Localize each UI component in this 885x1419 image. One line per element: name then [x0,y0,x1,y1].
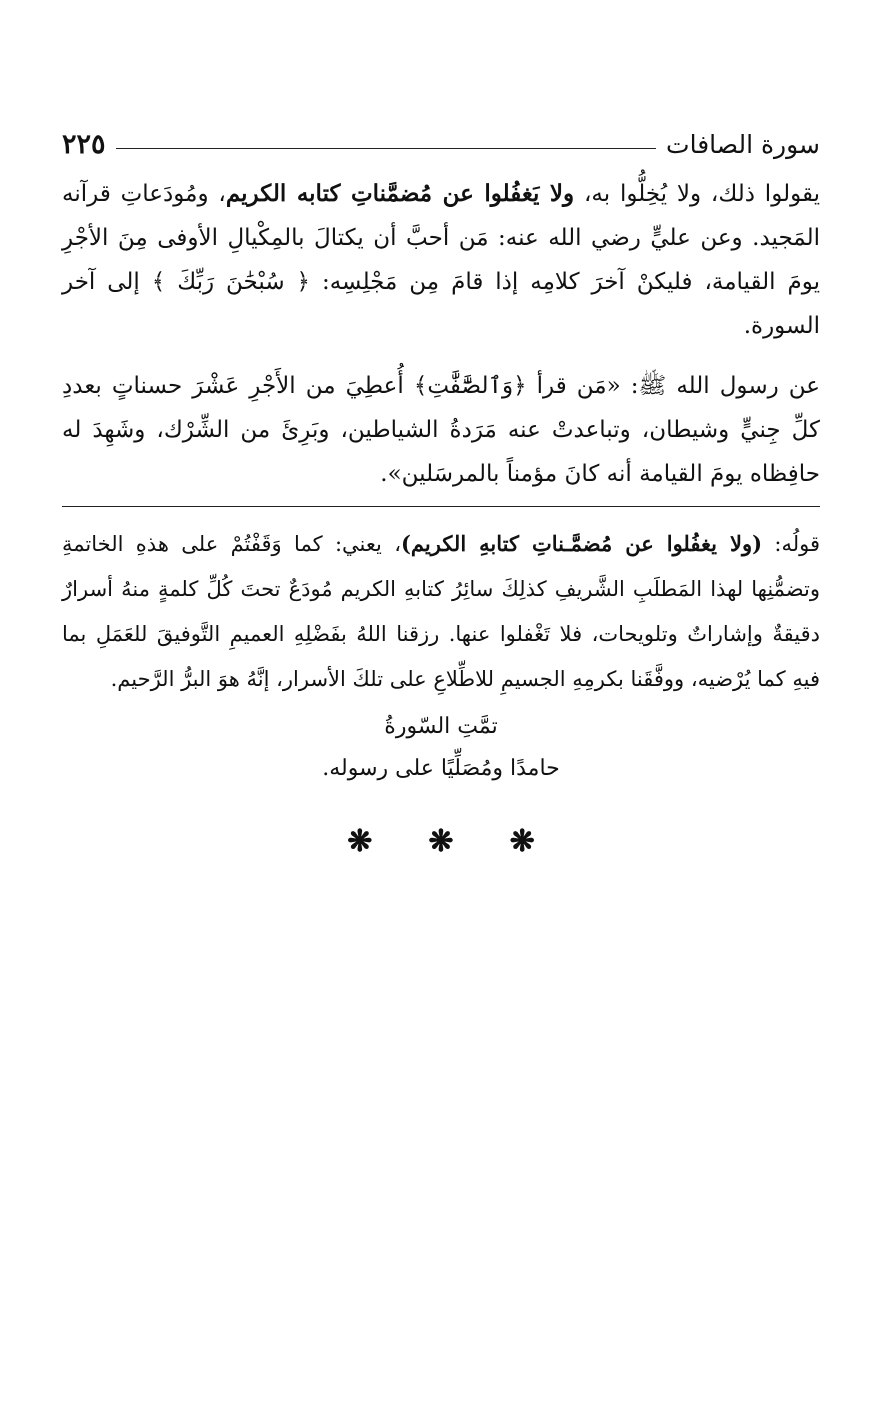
surah-title: سورة الصافات [666,129,820,159]
hadith-paragraph: عن رسول الله ﷺ: «مَن قرأ ﴿وَٱلصَّٰٓفَّٰتِ﴾ أُعطِيَ من الأَجْرِ عَشْرَ حسناتٍ بعددِ كلِّ جِنيٍّ وشيطان، وتباعدتْ عنه مَرَدةُ الشياطين، وبَرِئَ من الشِّرْك، وشَهِدَ له حافِظاه يومَ القيامة أنه كانَ مؤمناً بالمرسَلين». [62,373,820,487]
main-paragraph-1-part-3: ، ومُودَعاتِ قرآنه المَجيد. وعن عليٍّ رضي الله عنه: مَن أحبَّ أن يكتالَ بالمِكْيالِ الأوفى مِنَ الأجْرِ يومَ القيامة، فليكنْ آخرَ كلامِه إذا قامَ مِن مَجْلِسِه: ﴿ سُبْحَٰنَ رَبِّكَ ﴾ إلى آخر السورة. [62,181,820,339]
commentary-quote: (ولا يغفُلوا عن مُضمَّـناتِ كتابهِ الكريم) [400,531,763,556]
main-paragraph-1 [62,172,820,348]
asterism-icon: ❋ [509,824,535,859]
main-text [62,172,820,496]
commentary-lead: قولُه: [762,532,821,556]
header-rule [116,148,657,149]
asterism-icon: ❋ [347,824,373,859]
main-paragraph-1-bold-phrase: ولا يَغفُلوا عن مُضمَّناتِ كتابه الكريم [225,180,575,207]
page-number: ٢٢٥ [62,128,106,160]
commentary-body: ، يعني: كما وَقَفْتُمْ على هذهِ الخاتمةِ وتضمُّنِها لهذا المَطلَبِ الشَّريفِ كذلِكَ سائِرُ كتابهِ الكريم مُودَعٌ تحتَ كُلِّ كلمةٍ منهُ أسرارٌ دقيقةٌ وإشاراتٌ وتلويحات، فلا تَغْفلوا عنها. رزقنا اللهُ بفَضْلِهِ العميمِ التَّوفيقَ للعَمَلِ بما فيهِ كما يُرْضيه، ووفَّقَنا بكرمِهِ الجسيمِ للاطِّلاعِ على تلكَ الأسرار، إنَّهُ هوَ البرُّ الرَّحيم. [62,532,820,691]
commentary-paragraph [62,521,820,702]
main-paragraph-1-part-1: يقولوا ذلك، ولا يُخِلُّوا به، [574,181,821,207]
ornament-row [62,824,820,859]
closing-line-2: حامدًا ومُصَلِّيًا على رسوله. [322,756,560,781]
footnote-separator [62,506,820,507]
book-page [62,120,820,859]
commentary [62,521,820,702]
running-head [62,120,820,168]
asterism-icon: ❋ [428,824,454,859]
closing-line-1: تمَّتِ السّورةُ [384,714,498,739]
closing-block [62,706,820,790]
